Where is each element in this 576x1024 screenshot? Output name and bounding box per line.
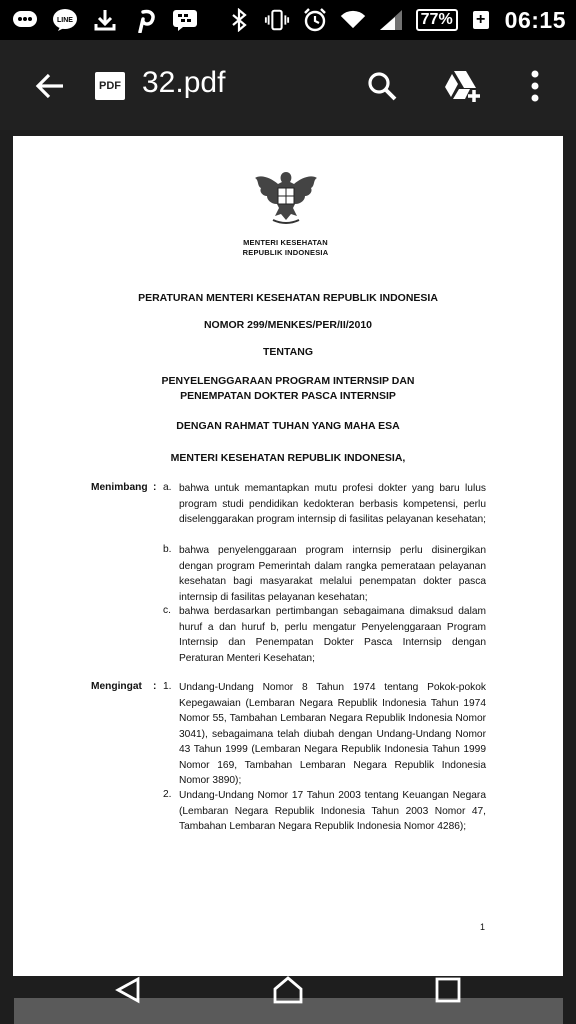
messages-icon [12,7,38,33]
search-button[interactable] [360,64,404,108]
pdf-file-icon: PDF [95,72,125,100]
ministry-header [213,238,358,258]
mengingat-label: Mengingat [91,681,142,692]
home-icon [272,976,304,1004]
menimbang-item-a: bahwa untuk memantapkan mutu profesi dokter yang baru lulus program studi pendidikan kedokteran berbasis kompetensi, perlu diselenggarakan program internsip di fasilitas pelayanan kesehatan; [179,483,486,525]
mengingat-colon: : [153,681,157,692]
mengingat-marker-2: 2. [163,789,172,800]
back-triangle-icon [114,976,142,1004]
file-title: 32.pdf [142,66,226,99]
line-label: LINE [57,17,73,24]
alarm-icon [302,7,328,33]
bluetooth-icon [226,7,252,33]
menimbang-item-c: bahwa berdasarkan pertimbangan sebagaimana dimaksud dalam huruf a dan huruf b, perlu mengatur Penyelenggaraan Program Internsip dan Penempatan Dokter Pasca Internsip dengan Peraturan Menteri Kesehatan; [179,606,486,664]
status-bar [0,0,576,40]
pinterest-icon [132,7,158,33]
pdf-page[interactable] [13,136,563,976]
garuda-emblem [251,164,321,232]
ministry-line-2: REPUBLIK INDONESIA [242,248,329,257]
line-app-icon [52,7,78,33]
menimbang-label: Menimbang [91,482,148,493]
battery-indicator [416,9,458,31]
blessing-line: DENGAN RAHMAT TUHAN YANG MAHA ESA [176,420,400,432]
menimbang-item-b: bahwa penyelenggaraan program internsip perlu disinergikan dengan program Pemerintah dalam rangka pemerataan pelayanan kesehatan bagi masyarakat melalui penempatan dokter pasca internsip di fasilitas pelayanan kesehatan; [179,545,486,603]
blackberry-messenger-icon [172,7,198,33]
google-drive-add-icon [442,68,482,104]
menimbang-marker-a: a. [163,482,172,493]
subject-line-2: PENEMPATAN DOKTER PASCA INTERNSIP [180,390,396,402]
mengingat-item-2: Undang-Undang Nomor 17 Tahun 2003 tentang Keuangan Negara (Lembaran Negara Republik Indonesia Tahun 2003 Nomor 47, Tambahan Lembaran Negara Republik Indonesia Nomor 4286); [179,790,486,832]
subject-line-1: PENYELENGGARAAN PROGRAM INTERNSIP DAN [161,375,415,387]
navigation-bar [0,976,576,1024]
more-vert-icon [530,69,540,103]
about-heading: TENTANG [263,346,313,358]
nav-back-button[interactable] [98,976,158,1004]
back-arrow-icon [35,73,65,99]
mengingat-marker-1: 1. [163,681,172,692]
menimbang-marker-c: c. [163,605,171,616]
cell-signal-icon [378,7,404,33]
wifi-icon [340,7,366,33]
nav-home-button[interactable] [258,976,318,1004]
clock: 06:15 [504,6,566,33]
regulation-title: PERATURAN MENTERI KESEHATAN REPUBLIK INDONESIA [138,292,438,304]
regulation-number: NOMOR 299/MENKES/PER/II/2010 [203,319,373,331]
menimbang-colon: : [153,482,157,493]
mengingat-item-1: Undang-Undang Nomor 8 Tahun 1974 tentang Pokok-pokok Kepegawaian (Lembaran Negara Republik Indonesia Tahun 1974 Nomor 55, Tambahan Lembaran Negara Republik Indonesia Nomor 3041), sebagaimana telah diubah dengan Undang-Undang Nomor 43 Tahun 1999 (Lembaran Negara Republik Indonesia Tahun 1999 Nomor 169, Tambahan Lembaran Negara Republik Indonesia Nomor 3890); [179,682,486,786]
add-to-drive-button[interactable] [438,64,486,108]
charging-icon: + [473,11,489,29]
vibrate-icon [264,7,290,33]
ministry-line-1: MENTERI KESEHATAN [243,238,328,247]
app-bar [0,40,576,130]
more-options-button[interactable] [518,64,552,108]
menimbang-marker-b: b. [163,544,172,555]
battery-level: 77% [420,11,453,28]
nav-recents-button[interactable] [418,976,478,1004]
download-icon [92,7,118,33]
back-button[interactable] [28,64,72,108]
recents-icon [434,976,462,1004]
page-number: 1 [479,922,485,932]
search-icon [366,70,398,102]
minister-line: MENTERI KESEHATAN REPUBLIK INDONESIA, [170,452,406,464]
